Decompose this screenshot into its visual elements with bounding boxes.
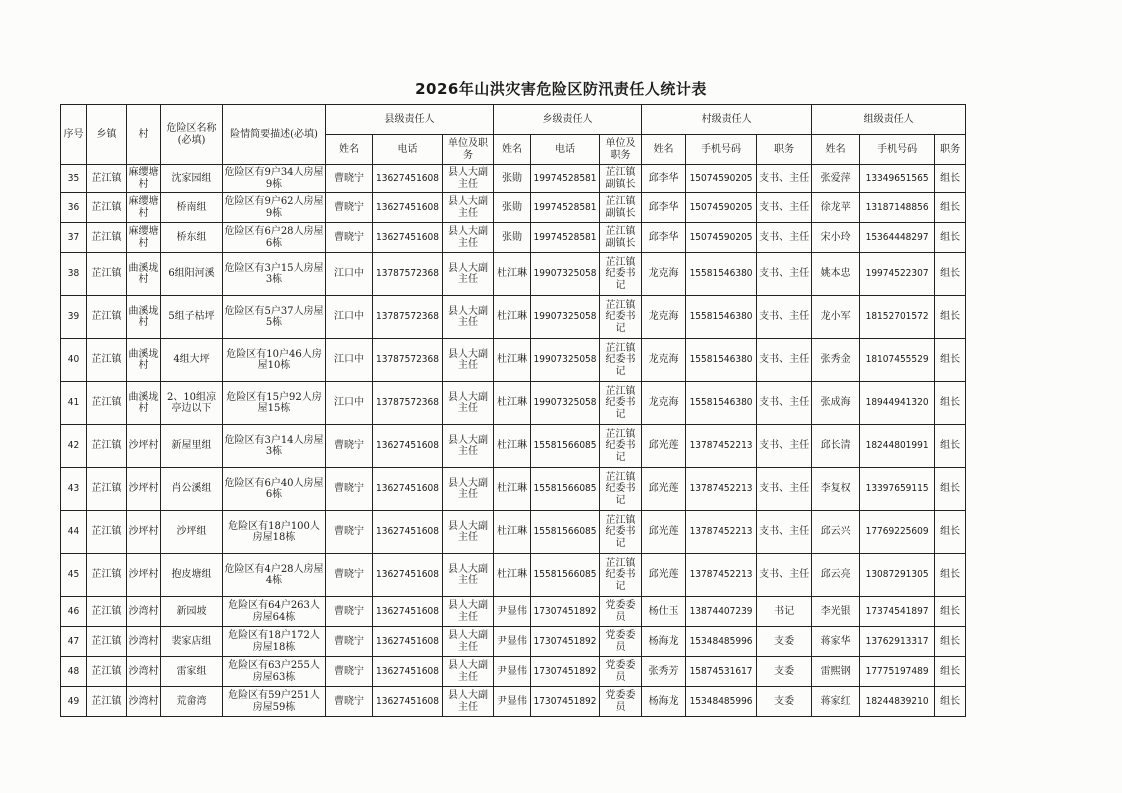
cell-team-mobile: 19974522307 — [860, 253, 935, 296]
cell-village-position: 支书、主任 — [757, 339, 812, 382]
cell-town: 芷江镇 — [87, 165, 127, 193]
cell-team-mobile: 18152701572 — [860, 296, 935, 339]
cell-seq: 39 — [61, 296, 87, 339]
cell-description: 危险区有63户255人房屋63栋 — [223, 657, 326, 687]
cell-team-position: 组长 — [935, 425, 966, 468]
cell-team-position: 组长 — [935, 382, 966, 425]
cell-county-phone: 13627451608 — [373, 165, 443, 193]
cell-seq: 37 — [61, 223, 87, 253]
cell-county-name: 江口中 — [326, 339, 373, 382]
cell-seq: 46 — [61, 597, 87, 627]
cell-team-position: 组长 — [935, 687, 966, 717]
cell-team-name: 蒋家红 — [812, 687, 860, 717]
cell-village: 麻缨塘村 — [127, 223, 161, 253]
cell-team-mobile: 13349651565 — [860, 165, 935, 193]
header-zone-name: 危险区名称(必填) — [161, 105, 223, 165]
cell-team-position: 组长 — [935, 253, 966, 296]
table-row — [61, 554, 966, 597]
cell-village-position: 支委 — [757, 687, 812, 717]
cell-county-unit: 县人大副主任 — [443, 425, 494, 468]
cell-team-mobile: 15364448297 — [860, 223, 935, 253]
cell-county-name: 曹晓宁 — [326, 627, 373, 657]
cell-description: 危险区有59户251人房屋59栋 — [223, 687, 326, 717]
cell-township-unit: 芷江镇纪委书记 — [600, 511, 642, 554]
cell-county-unit: 县人大副主任 — [443, 296, 494, 339]
cell-county-unit: 县人大副主任 — [443, 511, 494, 554]
cell-description: 危险区有18户172人房屋18栋 — [223, 627, 326, 657]
cell-village: 麻缨塘村 — [127, 193, 161, 223]
cell-township-unit: 党委委员 — [600, 657, 642, 687]
cell-seq: 41 — [61, 382, 87, 425]
cell-township-name: 尹显伟 — [494, 657, 531, 687]
cell-description: 危险区有9户62人房屋9栋 — [223, 193, 326, 223]
cell-team-mobile: 18244839210 — [860, 687, 935, 717]
cell-description: 危险区有6户28人房屋6栋 — [223, 223, 326, 253]
cell-village-name: 邱李华 — [642, 193, 686, 223]
cell-description: 危险区有10户46人房屋10栋 — [223, 339, 326, 382]
cell-village-name: 龙克海 — [642, 296, 686, 339]
cell-description: 危险区有15户92人房屋15栋 — [223, 382, 326, 425]
cell-village-position: 支书、主任 — [757, 511, 812, 554]
cell-village: 麻缨塘村 — [127, 165, 161, 193]
header-village-name: 姓名 — [642, 135, 686, 165]
cell-village-name: 邱李华 — [642, 165, 686, 193]
cell-township-phone: 17307451892 — [531, 657, 600, 687]
header-township-unit: 单位及职务 — [600, 135, 642, 165]
cell-county-phone: 13627451608 — [373, 193, 443, 223]
cell-village-name: 邱李华 — [642, 223, 686, 253]
cell-seq: 44 — [61, 511, 87, 554]
cell-village-name: 邱光莲 — [642, 468, 686, 511]
cell-town: 芷江镇 — [87, 597, 127, 627]
cell-county-phone: 13627451608 — [373, 511, 443, 554]
header-village: 村 — [127, 105, 161, 165]
cell-township-phone: 17307451892 — [531, 687, 600, 717]
cell-county-phone: 13627451608 — [373, 627, 443, 657]
table-body — [61, 165, 966, 717]
cell-town: 芷江镇 — [87, 687, 127, 717]
cell-township-unit: 芷江镇副镇长 — [600, 193, 642, 223]
cell-team-position: 组长 — [935, 627, 966, 657]
header-township-phone: 电话 — [531, 135, 600, 165]
header-township-group: 乡级责任人 — [494, 105, 642, 135]
cell-town: 芷江镇 — [87, 554, 127, 597]
cell-county-name: 曹晓宁 — [326, 425, 373, 468]
cell-township-unit: 芷江镇纪委书记 — [600, 468, 642, 511]
table-row — [61, 223, 966, 253]
cell-township-name: 杜江琳 — [494, 511, 531, 554]
cell-village-mobile: 13787452213 — [686, 554, 757, 597]
cell-county-unit: 县人大副主任 — [443, 657, 494, 687]
header-county-phone: 电话 — [373, 135, 443, 165]
cell-township-name: 杜江琳 — [494, 339, 531, 382]
cell-village-name: 张秀芳 — [642, 657, 686, 687]
cell-township-phone: 19907325058 — [531, 296, 600, 339]
cell-seq: 36 — [61, 193, 87, 223]
cell-county-phone: 13627451608 — [373, 657, 443, 687]
cell-township-phone: 17307451892 — [531, 627, 600, 657]
cell-county-phone: 13787572368 — [373, 296, 443, 339]
cell-team-name: 邱云亮 — [812, 554, 860, 597]
cell-team-mobile: 17374541897 — [860, 597, 935, 627]
cell-township-name: 尹显伟 — [494, 687, 531, 717]
cell-zone-name: 6组阳河溪 — [161, 253, 223, 296]
cell-team-position: 组长 — [935, 597, 966, 627]
cell-village-mobile: 13787452213 — [686, 468, 757, 511]
cell-township-name: 杜江琳 — [494, 382, 531, 425]
cell-team-name: 宋小玲 — [812, 223, 860, 253]
cell-village: 沙坪村 — [127, 468, 161, 511]
cell-town: 芷江镇 — [87, 657, 127, 687]
table-row — [61, 468, 966, 511]
cell-zone-name: 4组大坪 — [161, 339, 223, 382]
cell-township-unit: 芷江镇纪委书记 — [600, 554, 642, 597]
cell-county-unit: 县人大副主任 — [443, 223, 494, 253]
cell-village-mobile: 15348485996 — [686, 627, 757, 657]
cell-team-name: 姚本忠 — [812, 253, 860, 296]
cell-zone-name: 裴家店组 — [161, 627, 223, 657]
cell-seq: 38 — [61, 253, 87, 296]
cell-zone-name: 5组子枯坪 — [161, 296, 223, 339]
cell-village: 沙湾村 — [127, 657, 161, 687]
cell-description: 危险区有3户15人房屋3栋 — [223, 253, 326, 296]
cell-village: 沙坪村 — [127, 511, 161, 554]
cell-village-name: 龙克海 — [642, 339, 686, 382]
cell-county-name: 曹晓宁 — [326, 193, 373, 223]
cell-seq: 47 — [61, 627, 87, 657]
cell-county-phone: 13627451608 — [373, 597, 443, 627]
cell-township-name: 杜江琳 — [494, 253, 531, 296]
cell-township-phone: 19974528581 — [531, 165, 600, 193]
cell-village-mobile: 15581546380 — [686, 253, 757, 296]
cell-county-name: 曹晓宁 — [326, 223, 373, 253]
cell-zone-name: 雷家组 — [161, 657, 223, 687]
cell-township-name: 张勋 — [494, 165, 531, 193]
cell-village-name: 杨海龙 — [642, 687, 686, 717]
cell-village-mobile: 15348485996 — [686, 687, 757, 717]
cell-township-unit: 芷江镇纪委书记 — [600, 382, 642, 425]
cell-township-phone: 15581566085 — [531, 554, 600, 597]
cell-county-name: 曹晓宁 — [326, 511, 373, 554]
cell-village-position: 支书、主任 — [757, 554, 812, 597]
cell-village-position: 支书、主任 — [757, 253, 812, 296]
cell-village-mobile: 15581546380 — [686, 296, 757, 339]
cell-zone-name: 沙坪组 — [161, 511, 223, 554]
cell-township-unit: 芷江镇副镇长 — [600, 223, 642, 253]
cell-village: 曲溪垅村 — [127, 339, 161, 382]
cell-township-name: 杜江琳 — [494, 296, 531, 339]
cell-village-name: 邱光莲 — [642, 554, 686, 597]
cell-township-unit: 芷江镇纪委书记 — [600, 253, 642, 296]
cell-village: 曲溪垅村 — [127, 382, 161, 425]
cell-county-name: 江口中 — [326, 382, 373, 425]
header-team-name: 姓名 — [812, 135, 860, 165]
cell-township-phone: 19907325058 — [531, 382, 600, 425]
header-township-name: 姓名 — [494, 135, 531, 165]
cell-team-mobile: 13087291305 — [860, 554, 935, 597]
cell-zone-name: 桥东组 — [161, 223, 223, 253]
header-county-unit: 单位及职务 — [443, 135, 494, 165]
cell-county-unit: 县人大副主任 — [443, 253, 494, 296]
cell-description: 危险区有5户37人房屋5栋 — [223, 296, 326, 339]
cell-team-name: 徐龙苹 — [812, 193, 860, 223]
header-description: 险情简要描述(必填) — [223, 105, 326, 165]
cell-team-position: 组长 — [935, 657, 966, 687]
cell-zone-name: 新园坡 — [161, 597, 223, 627]
cell-team-position: 组长 — [935, 511, 966, 554]
cell-description: 危险区有6户40人房屋6栋 — [223, 468, 326, 511]
cell-village-position: 支委 — [757, 657, 812, 687]
cell-township-name: 杜江琳 — [494, 554, 531, 597]
cell-seq: 42 — [61, 425, 87, 468]
cell-village: 沙湾村 — [127, 627, 161, 657]
cell-team-name: 李光银 — [812, 597, 860, 627]
cell-township-phone: 19974528581 — [531, 193, 600, 223]
cell-seq: 40 — [61, 339, 87, 382]
cell-village: 曲溪垅村 — [127, 296, 161, 339]
cell-team-mobile: 18944941320 — [860, 382, 935, 425]
cell-description: 危险区有18户100人房屋18栋 — [223, 511, 326, 554]
cell-description: 危险区有3户14人房屋3栋 — [223, 425, 326, 468]
cell-county-phone: 13627451608 — [373, 223, 443, 253]
cell-village-mobile: 15074590205 — [686, 165, 757, 193]
cell-village-mobile: 13787452213 — [686, 511, 757, 554]
cell-county-name: 曹晓宁 — [326, 165, 373, 193]
cell-village: 沙坪村 — [127, 425, 161, 468]
cell-town: 芷江镇 — [87, 511, 127, 554]
cell-town: 芷江镇 — [87, 382, 127, 425]
cell-zone-name: 2、10组凉亭边以下 — [161, 382, 223, 425]
table-row — [61, 687, 966, 717]
table-title: 2026年山洪灾害危险区防汛责任人统计表 — [415, 80, 707, 98]
cell-team-name: 蒋家华 — [812, 627, 860, 657]
cell-county-phone: 13627451608 — [373, 425, 443, 468]
cell-seq: 43 — [61, 468, 87, 511]
cell-county-phone: 13627451608 — [373, 687, 443, 717]
header-seq: 序号 — [61, 105, 87, 165]
header-team-group: 组级责任人 — [812, 105, 966, 135]
cell-team-mobile: 18244801991 — [860, 425, 935, 468]
cell-town: 芷江镇 — [87, 296, 127, 339]
cell-team-name: 邱长清 — [812, 425, 860, 468]
cell-zone-name: 沈家园组 — [161, 165, 223, 193]
cell-village-position: 支书、主任 — [757, 468, 812, 511]
cell-seq: 45 — [61, 554, 87, 597]
cell-township-name: 张勋 — [494, 223, 531, 253]
header-team-mobile: 手机号码 — [860, 135, 935, 165]
cell-county-name: 曹晓宁 — [326, 687, 373, 717]
cell-team-position: 组长 — [935, 554, 966, 597]
cell-township-phone: 19974528581 — [531, 223, 600, 253]
cell-village-name: 龙克海 — [642, 253, 686, 296]
cell-team-name: 李复权 — [812, 468, 860, 511]
cell-team-mobile: 13397659115 — [860, 468, 935, 511]
table-row — [61, 425, 966, 468]
cell-township-phone: 19907325058 — [531, 253, 600, 296]
table-row — [61, 193, 966, 223]
cell-township-unit: 党委委员 — [600, 627, 642, 657]
cell-county-unit: 县人大副主任 — [443, 687, 494, 717]
cell-county-name: 曹晓宁 — [326, 554, 373, 597]
cell-team-name: 邱云兴 — [812, 511, 860, 554]
cell-village-name: 邱光莲 — [642, 425, 686, 468]
cell-zone-name: 抱皮塘组 — [161, 554, 223, 597]
cell-county-phone: 13787572368 — [373, 339, 443, 382]
cell-description: 危险区有64户263人房屋64栋 — [223, 597, 326, 627]
cell-village-mobile: 15074590205 — [686, 193, 757, 223]
cell-team-mobile: 17775197489 — [860, 657, 935, 687]
cell-township-phone: 15581566085 — [531, 511, 600, 554]
cell-county-phone: 13627451608 — [373, 468, 443, 511]
cell-township-unit: 芷江镇纪委书记 — [600, 296, 642, 339]
cell-village-mobile: 15581546380 — [686, 339, 757, 382]
cell-village: 沙湾村 — [127, 687, 161, 717]
cell-village: 沙坪村 — [127, 554, 161, 597]
cell-village-position: 支书、主任 — [757, 382, 812, 425]
cell-county-unit: 县人大副主任 — [443, 193, 494, 223]
cell-county-name: 曹晓宁 — [326, 597, 373, 627]
cell-county-phone: 13787572368 — [373, 253, 443, 296]
cell-village-name: 龙克海 — [642, 382, 686, 425]
header-village-position: 职务 — [757, 135, 812, 165]
cell-team-position: 组长 — [935, 339, 966, 382]
cell-seq: 49 — [61, 687, 87, 717]
cell-town: 芷江镇 — [87, 253, 127, 296]
cell-township-phone: 15581566085 — [531, 425, 600, 468]
cell-team-name: 张成海 — [812, 382, 860, 425]
cell-township-name: 张勋 — [494, 193, 531, 223]
cell-team-name: 龙小军 — [812, 296, 860, 339]
cell-county-unit: 县人大副主任 — [443, 627, 494, 657]
table-row — [61, 511, 966, 554]
cell-county-name: 江口中 — [326, 253, 373, 296]
cell-county-name: 曹晓宁 — [326, 657, 373, 687]
table-row — [61, 165, 966, 193]
cell-team-mobile: 17769225609 — [860, 511, 935, 554]
cell-village-position: 书记 — [757, 597, 812, 627]
table-row — [61, 339, 966, 382]
cell-team-mobile: 18107455529 — [860, 339, 935, 382]
cell-town: 芷江镇 — [87, 193, 127, 223]
table-row — [61, 253, 966, 296]
cell-township-unit: 芷江镇纪委书记 — [600, 339, 642, 382]
cell-seq: 35 — [61, 165, 87, 193]
cell-team-mobile: 13762913317 — [860, 627, 935, 657]
cell-village-mobile: 13787452213 — [686, 425, 757, 468]
cell-county-phone: 13627451608 — [373, 554, 443, 597]
cell-county-name: 江口中 — [326, 296, 373, 339]
cell-description: 危险区有9户34人房屋9栋 — [223, 165, 326, 193]
cell-team-mobile: 13187148856 — [860, 193, 935, 223]
cell-township-phone: 15581566085 — [531, 468, 600, 511]
header-team-position: 职务 — [935, 135, 966, 165]
responsibility-table — [60, 104, 966, 717]
cell-village-position: 支书、主任 — [757, 193, 812, 223]
cell-description: 危险区有4户28人房屋4栋 — [223, 554, 326, 597]
cell-township-name: 尹显伟 — [494, 627, 531, 657]
cell-team-position: 组长 — [935, 296, 966, 339]
cell-county-phone: 13787572368 — [373, 382, 443, 425]
cell-county-unit: 县人大副主任 — [443, 382, 494, 425]
cell-village: 曲溪垅村 — [127, 253, 161, 296]
cell-team-position: 组长 — [935, 468, 966, 511]
cell-township-unit: 党委委员 — [600, 687, 642, 717]
cell-village-position: 支委 — [757, 627, 812, 657]
cell-village-position: 支书、主任 — [757, 425, 812, 468]
header-town: 乡镇 — [87, 105, 127, 165]
cell-village-position: 支书、主任 — [757, 165, 812, 193]
cell-team-position: 组长 — [935, 165, 966, 193]
cell-township-name: 杜江琳 — [494, 468, 531, 511]
cell-township-phone: 19907325058 — [531, 339, 600, 382]
cell-county-unit: 县人大副主任 — [443, 468, 494, 511]
cell-town: 芷江镇 — [87, 425, 127, 468]
cell-town: 芷江镇 — [87, 627, 127, 657]
cell-township-name: 杜江琳 — [494, 425, 531, 468]
cell-village: 沙湾村 — [127, 597, 161, 627]
table-row — [61, 627, 966, 657]
cell-team-name: 张爱萍 — [812, 165, 860, 193]
cell-village-name: 杨仕玉 — [642, 597, 686, 627]
table-row — [61, 382, 966, 425]
cell-team-position: 组长 — [935, 193, 966, 223]
header-village-group: 村级责任人 — [642, 105, 812, 135]
cell-county-name: 曹晓宁 — [326, 468, 373, 511]
cell-zone-name: 新屋里组 — [161, 425, 223, 468]
header-county-name: 姓名 — [326, 135, 373, 165]
cell-town: 芷江镇 — [87, 223, 127, 253]
cell-team-name: 张秀金 — [812, 339, 860, 382]
cell-township-unit: 芷江镇副镇长 — [600, 165, 642, 193]
cell-township-phone: 17307451892 — [531, 597, 600, 627]
cell-county-unit: 县人大副主任 — [443, 339, 494, 382]
cell-village-mobile: 15074590205 — [686, 223, 757, 253]
cell-village-position: 支书、主任 — [757, 296, 812, 339]
cell-county-unit: 县人大副主任 — [443, 597, 494, 627]
header-village-mobile: 手机号码 — [686, 135, 757, 165]
cell-village-mobile: 15581546380 — [686, 382, 757, 425]
table-row — [61, 597, 966, 627]
cell-town: 芷江镇 — [87, 468, 127, 511]
cell-seq: 48 — [61, 657, 87, 687]
cell-village-name: 邱光莲 — [642, 511, 686, 554]
cell-township-unit: 芷江镇纪委书记 — [600, 425, 642, 468]
cell-town: 芷江镇 — [87, 339, 127, 382]
cell-zone-name: 荒畲湾 — [161, 687, 223, 717]
cell-village-mobile: 13874407239 — [686, 597, 757, 627]
cell-county-unit: 县人大副主任 — [443, 165, 494, 193]
header-row-1 — [61, 105, 966, 135]
header-county-group: 县级责任人 — [326, 105, 494, 135]
table-row — [61, 657, 966, 687]
cell-county-unit: 县人大副主任 — [443, 554, 494, 597]
table-row — [61, 296, 966, 339]
cell-village-mobile: 15874531617 — [686, 657, 757, 687]
cell-village-name: 杨海龙 — [642, 627, 686, 657]
cell-team-position: 组长 — [935, 223, 966, 253]
cell-township-unit: 党委委员 — [600, 597, 642, 627]
cell-team-name: 雷熙钢 — [812, 657, 860, 687]
cell-township-name: 尹显伟 — [494, 597, 531, 627]
cell-village-position: 支书、主任 — [757, 223, 812, 253]
cell-zone-name: 桥南组 — [161, 193, 223, 223]
cell-zone-name: 肖公溪组 — [161, 468, 223, 511]
